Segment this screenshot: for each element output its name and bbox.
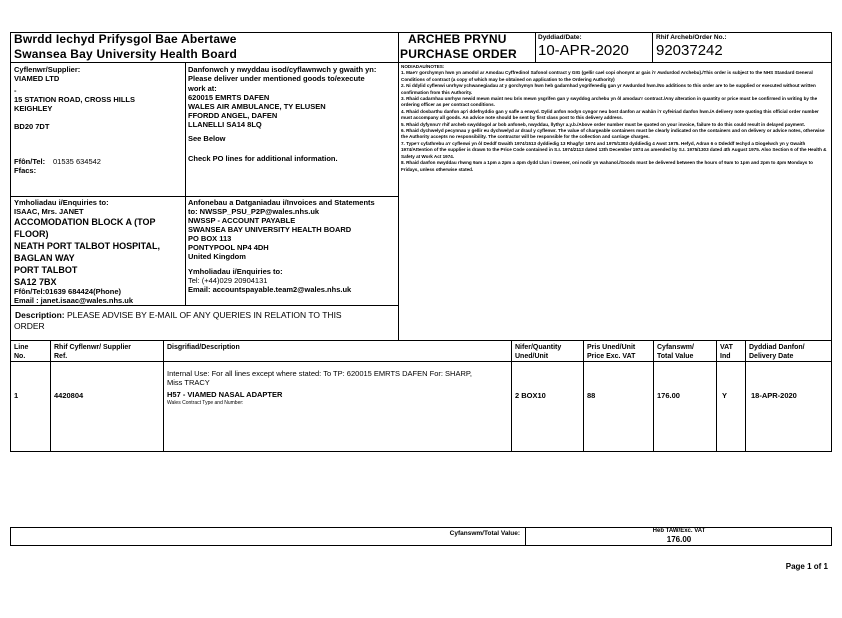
note-item: 6. Rhaid dychwelyd pecynnau y gellir eu dychwelyd ar draul y cyflenwr. The value of chargeable containers must be clearly indicated on the containers and on delivery or advice notes, otherwise the Authority accepts no responsibility. The contractor will be responsible for the collection and carriage charges. [401,128,825,140]
divider [716,340,717,452]
invoices-tel: Tel: (+44)029 20904131 [188,276,268,285]
doc-type-welsh: ARCHEB PRYNU [408,32,507,46]
invoices-address-5: United Kingdom [188,252,246,261]
enquiries-email[interactable]: Email : janet.isaac@wales.nhs.uk [14,296,134,305]
header-text: Nifer/Quantity [515,344,562,351]
order-no-label: Rhif Archeb/Order No.: [656,34,727,41]
col-header-total [657,343,694,361]
enquiries-phone: Ffôn/Tel:01639 684424(Phone) [14,287,121,296]
quantity: 2 BOX10 [515,391,546,400]
invoices-address-2: SWANSEA BAY UNIVERSITY HEALTH BOARD [188,225,352,234]
delivery-address-1: 620015 EMRTS DAFEN [188,93,270,102]
header-text: Price Exc. VAT [587,353,636,360]
order-number: 92037242 [656,42,723,59]
date-label: Dyddiad/Date: [538,34,582,41]
line-items-table [10,340,832,452]
divider [10,361,832,362]
notes-title: NODIADAU/NOTES: [401,64,445,69]
divider [511,340,512,452]
enquiries-address-4: BAGLAN WAY [14,253,75,263]
col-header-vat [720,343,733,361]
delivery-label-welsh: Danfonwch y nwyddau isod/cyflawnwch y gwaith yn: [188,65,377,74]
header-text: No. [14,353,26,360]
invoices-label: Anfonebau a Datganiadau i/Invoices and Statements [188,198,375,207]
enquiries-address-1: ACCOMODATION BLOCK A (TOP [14,217,156,227]
delivery-label-english: Please deliver under mentioned goods to/execute [188,74,365,83]
supplier-name: VIAMED LTD [14,74,60,83]
col-header-delivery-date [749,343,805,361]
note-item: 7. Type'r cyfathrebu a'r cyflenwi yn ôl Deddf Gwaith 1974/1513 dyddiedig 13 Rhagfyr 1974 and 1975/1303 dyddiedig 4 Awst 1975. Hefyd, Adran 6 o Ddeddf Iechyd a Diogelwch yn y Gwaith 1974/Attention of the supplier is drawn to the Price Code contained in S.I. 1974/2113 dated 13th December 1974 as amended by S.I. 1975/1303 dated 4th August 1975. Also Section 6 of the Health & Safety at Work Act 1974. [401,140,827,159]
supplier-address-1: 15 STATION ROAD, CROSS HILLS [14,95,135,104]
divider [653,340,654,452]
enquiries-address-2: FLOOR) [14,229,49,239]
vat-indicator: Y [722,391,728,400]
description-label: Description: [15,310,65,320]
enquiries-address-3: NEATH PORT TALBOT HOSPITAL, [14,241,160,251]
header-text: Total Value [657,353,694,360]
header-text: Uned/Unit [515,353,549,360]
invoices-email[interactable]: to: NWSSP_PSU_P2P@wales.nhs.uk [188,207,320,216]
invoices-enquiries-email[interactable]: Email: accountspayable.team2@wales.nhs.uk [188,285,352,294]
contract-info: Wales Contract Type and Number: [167,400,244,406]
header-text: Dyddiad Danfon/ [749,344,805,351]
header-text: Pris Uned/Unit [587,344,636,351]
header-text: Ind [720,353,731,360]
note-item: 2. Ni ddylid cyflenwi unrhyw ychwanegiadau at y gorchymyn hwn heb gadarnhad ysgrifenedig gan yr Awdurdod hwn./No additions to this order are to be supplied or executed without written confirmation from this Authority. [401,83,816,95]
header-text: VAT [720,344,733,351]
title-welsh: Bwrdd Iechyd Prifysgol Bae Abertawe [14,32,237,46]
description-text-1: PLEASE ADVISE BY E-MAIL OF ANY QUERIES IN RELATION TO THIS [67,310,342,320]
item-description: H57 - VIAMED NASAL ADAPTER [167,390,283,399]
enquiries-name: ISAAC, Mrs. JANET [14,207,84,216]
note-item: 1. Mae'r gorchymyn hwn yn amodol ar Amodau Cyffredinol Safonol contract y GIG (gellir cael copi ohonynt ar gais i'r Awdurdod Archebu)./This order is subject to the NHS Standard General Conditions of contract (a copy of which may be obtained on application to the Ordering Authority) [401,70,813,82]
supplier-postcode: BD20 7DT [14,122,50,131]
notes-text [401,64,829,173]
col-header-line [14,343,28,361]
invoices-address-3: PO BOX 113 [188,234,232,243]
delivery-address-4: LLANELLI SA14 8LQ [188,120,262,129]
header-text: Line [14,344,29,351]
supplier-phone-label: Ffôn/Tel: [14,157,46,166]
delivery-label-work: work at: [188,84,217,93]
col-header-unit-price [587,343,635,361]
line-total: 176.00 [657,391,680,400]
delivery-address-2: WALES AIR AMBULANCE, TY ELUSEN [188,102,326,111]
note-item: 4. Rhaid dosbarthu danfon ap'i ddefnyddio gan y safle a enwyd. Dylid anfon nodyn cyngor neu bost danfon ar wahân i'r cyfeiriad danfon hwn./A delivery note quoting this official order number must accompany all goods. An advice note should be sent by first class post to this delivery address. [401,108,819,121]
divider [745,340,746,452]
delivery-address-3: FFORDD ANGEL, DAFEN [188,111,278,120]
invoices-address-1: NWSSP - ACCOUNT PAYABLE [188,216,296,225]
enquiries-label: Ymholiadau i/Enquiries to: [14,198,109,207]
header-text: Ref. [54,353,68,360]
supplier-address-2: KEIGHLEY [14,104,53,113]
divider [10,196,399,197]
internal-use-name: Miss TRACY [167,378,210,387]
header-text: Disgrifiad/Description [167,344,240,351]
grand-total: 176.00 [666,535,692,544]
divider [583,340,584,452]
header-text: Delivery Date [749,353,794,360]
line-number: 1 [14,391,19,400]
note-item: 3. Rhaid cadarnhau unrhyw newid mewn maint neu bris mewn ysgrifen gan y swyddog archebu yn ôl amodau'r contract./Any alteration in quantity or price must be confirmed in writing by the ordering officer as per contract conditions. [401,96,818,108]
check-po-lines: Check PO lines for additional information. [188,154,338,163]
see-below: See Below [188,134,226,143]
supplier-phone: 01535 634542 [53,157,101,166]
divider [185,62,186,305]
title-english: Swansea Bay University Health Board [14,47,238,61]
description-text-2: ORDER [14,321,45,331]
enquiries-address-5: PORT TALBOT [14,265,78,275]
divider [50,340,51,452]
col-header-supplier-ref [54,343,131,361]
supplier-label: Cyflenwr/Supplier: [14,65,81,74]
col-header-quantity [515,343,561,361]
enquiries-address-6: SA12 7BX [14,277,57,287]
header-text: Rhif Cyflenwr/ Supplier [54,344,132,351]
internal-use: Internal Use: For all lines except where stated: To TP: 620015 EMRTS DAFEN For: SHARP, [167,369,472,378]
delivery-date: 18-APR-2020 [751,391,797,400]
doc-type-english: PURCHASE ORDER [400,47,517,61]
note-item: 5. Rhaid dyfynnu'r rhif archeb swyddogol ar bob anfoneb, nwyddau, llythyr a.y.b./Above order number must be quoted on your invoice, failure to do this could result in delayed payment. [401,121,806,127]
total-label: Cyfanswm/Total Value: [449,530,520,537]
header-text: Cyfanswm/ [657,344,694,351]
supplier-line: - [14,86,17,95]
note-item: 8. Rhaid danfon nwyddau rhwng 9am a 1pm a 2pm a 4pm dydd Llun i Gwener, oni nodir yn wahanol./Goods must be delivered between the hours of 9am to 1pm and 2pm to 4pm Mondays to Fridays, unless otherwise stated. [401,160,813,172]
supplier-fax-label: Ffacs: [14,166,37,175]
page-number: Page 1 of 1 [785,562,828,571]
invoices-address-4: PONTYPOOL NP4 4DH [188,243,269,252]
invoices-enquiries-label: Ymholiadau i/Enquiries to: [188,267,283,276]
order-date: 10-APR-2020 [538,42,629,59]
unit-price: 88 [587,391,596,400]
supplier-ref: 4420804 [54,391,84,400]
col-header-description [167,343,240,352]
divider [163,340,164,452]
exc-vat-label: Heb TAW/Exc. VAT [652,528,706,534]
